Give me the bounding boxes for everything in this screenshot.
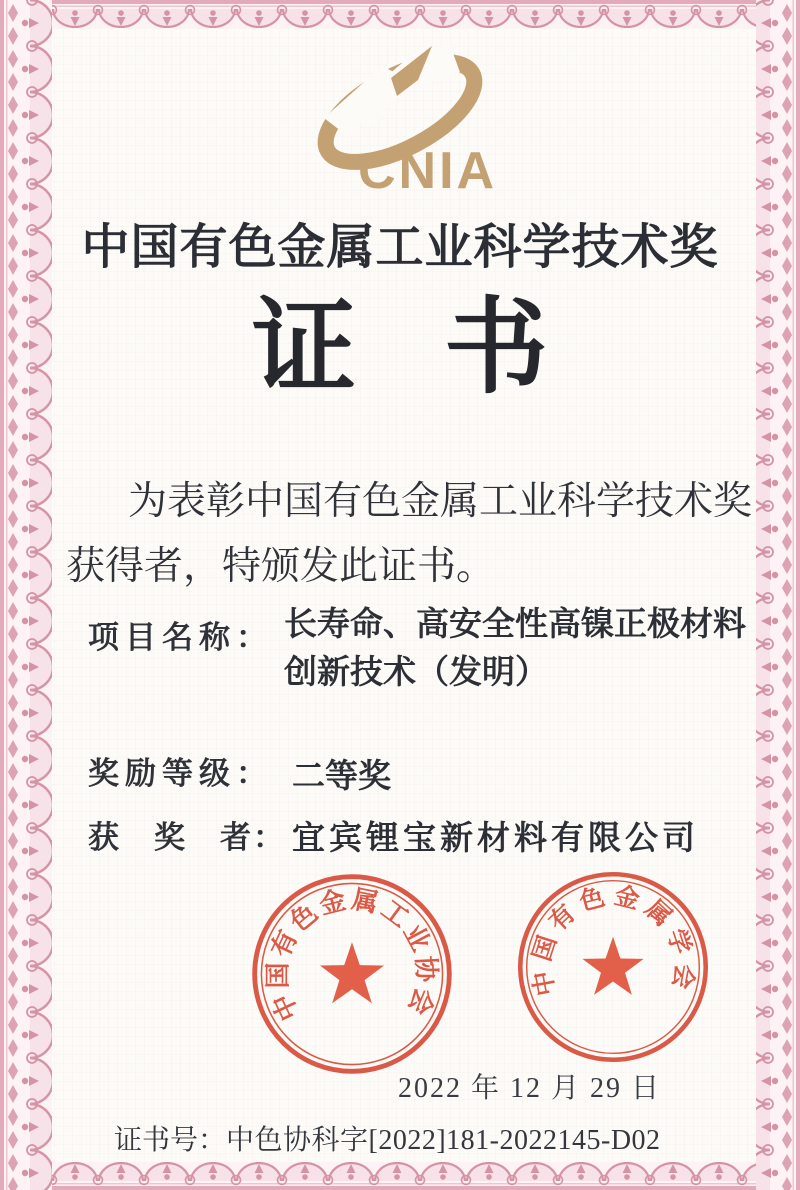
project-name-value-line1: 长寿命、高安全性高镍正极材料 [284, 607, 746, 643]
certificate-title-char2: 书 [444, 291, 549, 406]
seal-association-text: 中国有色金属工业协会 [263, 884, 442, 1026]
certificate-number-label: 证书号： [114, 1125, 227, 1156]
border-left [0, 0, 52, 1190]
certificate-title [0, 292, 800, 406]
winner-value: 宜宾锂宝新材料有限公司 [292, 821, 699, 857]
award-grade-value: 二等奖 [292, 759, 391, 795]
border-bottom [52, 1162, 756, 1190]
border-right [756, 0, 800, 1190]
certificate-number-value: 中色协科字[2022]181-2022145-D02 [226, 1125, 661, 1156]
project-name-value-line2: 创新技术（发明） [284, 655, 548, 691]
border-top [52, 0, 756, 28]
logo-acronym: CNIA [358, 142, 498, 200]
award-title: 中国有色金属工业科学技术奖 [81, 221, 719, 274]
body-line-2: 获得者，特颁发此证书。 [66, 544, 496, 588]
star-icon [320, 942, 384, 1003]
winner-label: 获 奖 者： [88, 820, 286, 855]
body-line-1: 为表彰中国有色金属工业科学技术奖 [128, 480, 753, 523]
star-icon [582, 937, 643, 995]
seal-association [246, 868, 458, 1080]
issue-date: 2022 年 12 月 29 日 [398, 1073, 662, 1104]
award-grade-label: 奖励等级： [88, 756, 273, 791]
project-name-label: 项目名称： [88, 620, 273, 655]
body-text [66, 470, 756, 599]
seal-society-text: 中国有色金属学会 [528, 882, 698, 998]
seal-society [512, 866, 714, 1068]
cnia-logo [296, 44, 510, 202]
certificate-number-line [114, 1118, 661, 1158]
certificate-title-char1: 证 [251, 291, 356, 406]
